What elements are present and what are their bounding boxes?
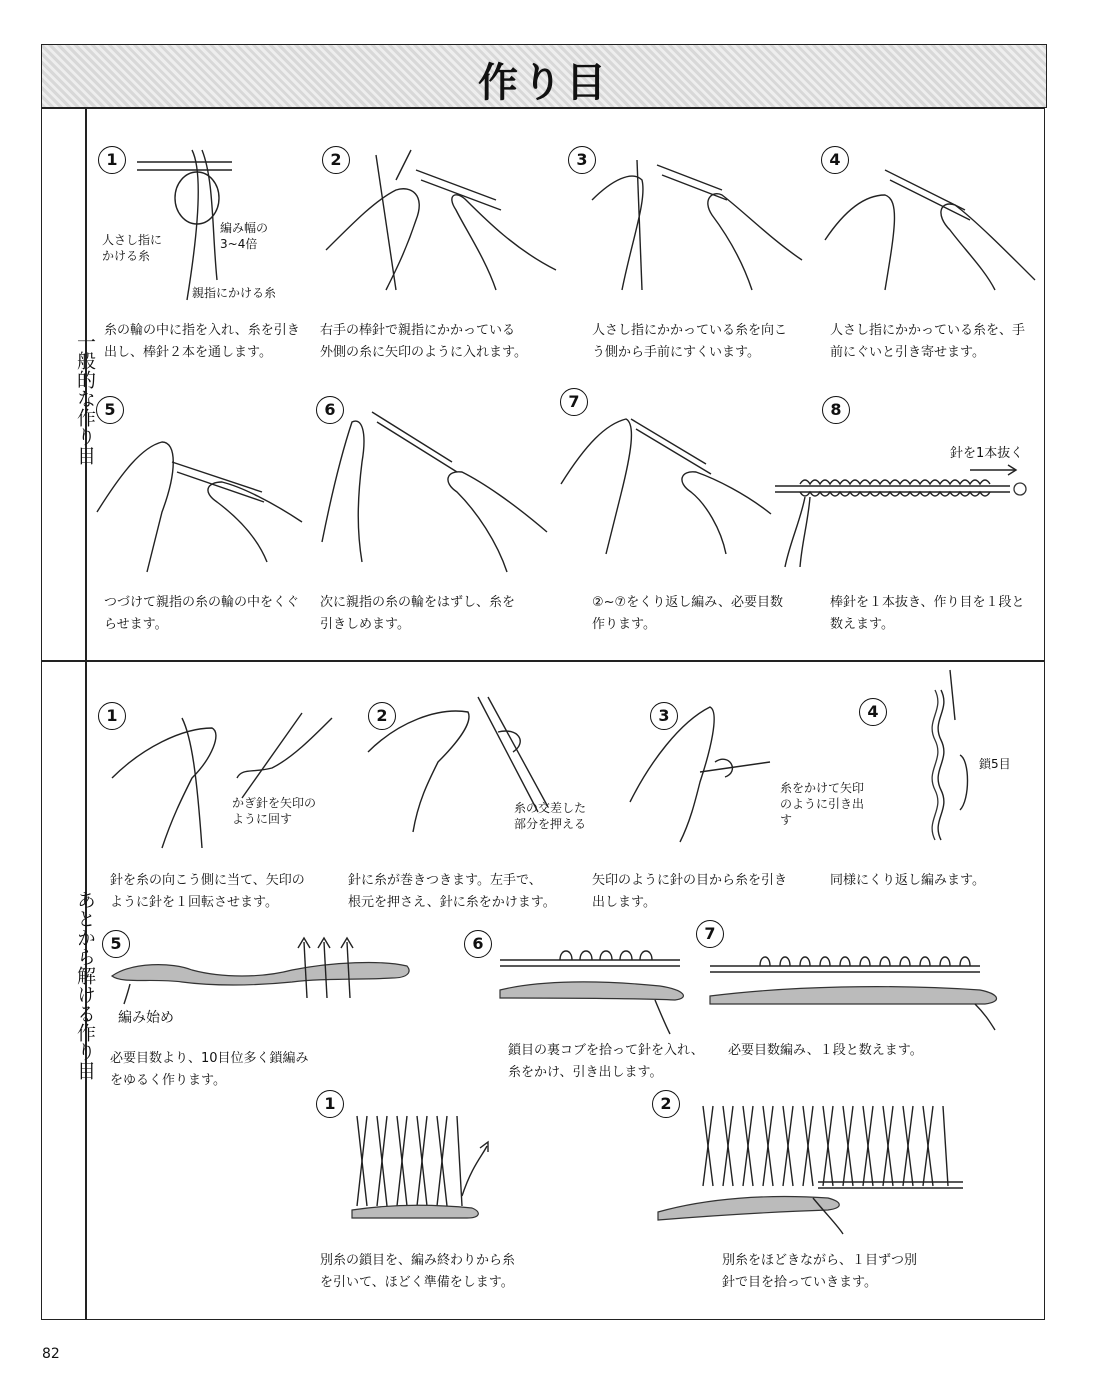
step-number: 8 bbox=[822, 396, 850, 424]
s1-step-6 bbox=[312, 392, 552, 592]
s2-step-2 bbox=[358, 692, 598, 862]
section2-label: あとから解ける作り目 bbox=[74, 890, 96, 1080]
s2-step-5 bbox=[92, 926, 422, 1036]
s1-step-2 bbox=[316, 140, 566, 310]
step-number: 3 bbox=[650, 702, 678, 730]
label-start: 編み始め bbox=[118, 1010, 174, 1026]
s2-sub-step-1 bbox=[312, 1086, 512, 1226]
label-chain5: 鎖5目 bbox=[979, 757, 1011, 771]
s2-caption-7: 必要目数編み、１段と数えます。 bbox=[728, 1043, 923, 1058]
step-number: 5 bbox=[102, 930, 130, 958]
step-number: 1 bbox=[316, 1090, 344, 1118]
s2-step-4 bbox=[855, 660, 1035, 860]
s1-step-8 bbox=[770, 392, 1040, 592]
label-pull: 糸をかけて矢印 のように引き出す bbox=[780, 781, 865, 827]
illustration-hands-needles bbox=[92, 392, 312, 582]
step-number: 2 bbox=[368, 702, 396, 730]
illustration-knit-fabric-pickup bbox=[648, 1086, 978, 1236]
label-width: 編み幅の 3~4倍 bbox=[220, 221, 269, 251]
step-number: 6 bbox=[316, 396, 344, 424]
s1-step-7 bbox=[556, 384, 776, 584]
step-number: 7 bbox=[560, 388, 588, 416]
illustration-hands-needles bbox=[316, 140, 566, 300]
illustration-hands-needles bbox=[815, 140, 1040, 300]
label-press: 糸の交差した 部分を押える bbox=[514, 801, 587, 831]
s1-caption-8: 棒針を１本抜き、作り目を１段と 数えます。 bbox=[830, 595, 1025, 632]
s1-step-5 bbox=[92, 392, 312, 592]
s2-step-6 bbox=[460, 920, 690, 1040]
s1-caption-5: つづけて親指の糸の輪の中をくぐ らせます。 bbox=[104, 595, 300, 632]
side-divider bbox=[85, 108, 87, 1320]
s2-step-3 bbox=[620, 692, 870, 862]
s1-step-4 bbox=[815, 140, 1045, 310]
illustration-hook-rotate bbox=[92, 698, 342, 858]
section1-label: 一般的な作り目 bbox=[74, 331, 96, 465]
s1-caption-2: 右手の棒針で親指にかかっている 外側の糸に矢印のように入れます。 bbox=[320, 323, 527, 360]
step-number: 4 bbox=[821, 146, 849, 174]
label-thumb-yarn: 親指にかける糸 bbox=[192, 286, 277, 300]
s2-sub-caption-2: 別糸をほどきながら、１目ずつ別 針で目を拾っていきます。 bbox=[722, 1253, 918, 1290]
s2-caption-5: 必要目数より、10目位多く鎖編み をゆるく作ります。 bbox=[110, 1051, 309, 1088]
step-number: 2 bbox=[652, 1090, 680, 1118]
s2-step-7 bbox=[690, 916, 1030, 1036]
title-band bbox=[41, 44, 1047, 108]
label-index-yarn: 人さし指に かける糸 bbox=[102, 233, 163, 263]
illustration-hands-needles bbox=[556, 384, 776, 574]
s1-caption-1: 糸の輪の中に指を入れ、糸を引き 出し、棒針２本を通します。 bbox=[104, 323, 300, 360]
s2-sub-caption-1: 別糸の鎖目を、編み終わりから糸 を引いて、ほどく準備をします。 bbox=[320, 1253, 516, 1290]
step-number: 4 bbox=[859, 698, 887, 726]
s2-caption-4: 同様にくり返し編みます。 bbox=[830, 873, 985, 888]
step-number: 3 bbox=[568, 146, 596, 174]
s1-caption-6: 次に親指の糸の輪をはずし、糸を 引きしめます。 bbox=[320, 595, 516, 632]
s2-caption-6: 鎖目の裏コブを拾って針を入れ、 糸をかけ、引き出します。 bbox=[508, 1043, 704, 1080]
s1-step-3 bbox=[562, 140, 812, 310]
s1-caption-3: 人さし指にかかっている糸を向こ う側から手前にすくいます。 bbox=[592, 323, 788, 360]
s1-caption-4: 人さし指にかかっている糸を、手 前にぐいと引き寄せます。 bbox=[830, 323, 1026, 360]
illustration-hands-needles bbox=[312, 392, 552, 582]
illustration-hands-needles bbox=[562, 140, 812, 300]
label-rotate: かぎ針を矢印の ように回す bbox=[232, 796, 317, 826]
step-number: 2 bbox=[322, 146, 350, 174]
s2-caption-3: 矢印のように針の目から糸を引き 出します。 bbox=[592, 873, 788, 910]
illustration-pickup-chain bbox=[460, 920, 690, 1040]
s1-caption-7: ②~⑦をくり返し編み、必要目数 作ります。 bbox=[592, 595, 783, 632]
illustration-row-counted bbox=[690, 916, 1030, 1036]
label-pull-needle: 針を1本抜く bbox=[950, 446, 1024, 461]
step-number: 1 bbox=[98, 702, 126, 730]
s2-caption-2: 針に糸が巻きつきます。左手で、 根元を押さえ、針に糸をかけます。 bbox=[348, 873, 556, 910]
step-number: 7 bbox=[696, 920, 724, 948]
illustration-cast-on-needle bbox=[770, 392, 1040, 582]
page-title: 作り目 bbox=[478, 60, 610, 106]
page-number: 82 bbox=[42, 1346, 60, 1362]
s2-step-1 bbox=[92, 698, 342, 868]
step-number: 6 bbox=[464, 930, 492, 958]
s2-sub-step-2 bbox=[648, 1086, 978, 1236]
step-number: 1 bbox=[98, 146, 126, 174]
step-number: 5 bbox=[96, 396, 124, 424]
illustration-loose-chain bbox=[92, 926, 422, 1006]
s1-step-1 bbox=[92, 140, 322, 340]
s2-caption-1: 針を糸の向こう側に当て、矢印の ように針を１回転させます。 bbox=[110, 873, 305, 910]
